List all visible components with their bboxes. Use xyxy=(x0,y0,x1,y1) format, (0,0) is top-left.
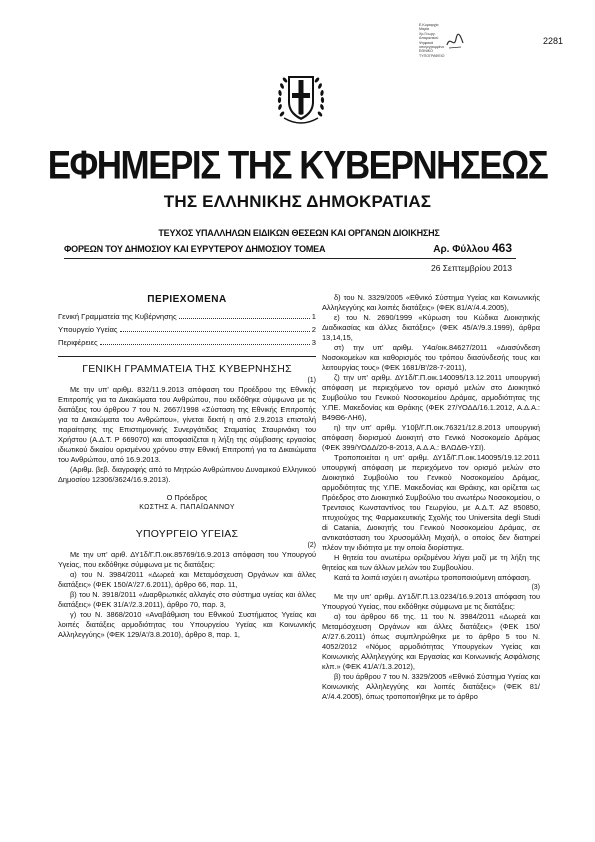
issue-date: 26 Σεπτεμβρίου 2013 xyxy=(430,263,512,273)
toc-row[interactable] xyxy=(58,338,316,351)
signature-name: ΚΩΣΤΗΣ Α. ΠΑΠΑΪΩΑΝΝΟΥ xyxy=(139,504,235,511)
signature-block xyxy=(58,493,316,513)
sheet-number-value: 463 xyxy=(491,241,512,255)
toc-row[interactable] xyxy=(58,325,316,338)
signature-role: Ο Πρόεδρος xyxy=(166,493,208,502)
decision-paragraph: Κατά τα λοιπά ισχύει η ανωτέρω τροποποιούμενη απόφαση. xyxy=(334,573,531,582)
decision-index: (3) xyxy=(531,584,540,591)
decision-paragraph: ε) του Ν. 2690/1999 «Κύρωση του Κώδικα Διοικητικής Διαδικασίας και άλλες διατάξεις» (ΦΕΚ 45/Α'/9.3.1999), άρθρα 13,14,15, xyxy=(322,313,540,342)
toc-title: ΠΕΡΙΕΧΟΜΕΝΑ xyxy=(147,294,227,305)
section-heading-government: ΓΕΝΙΚΗ ΓΡΑΜΜΑΤΕΙΑ ΤΗΣ ΚΥΒΕΡΝΗΣΗΣ xyxy=(82,363,292,375)
toc-page: 1 xyxy=(311,312,316,321)
decision-paragraph: γ) του Ν. 3868/2010 «Αναβάθμιση του Εθνικού Συστήματος Υγείας και λοιπές διατάξεις αρμοδιότητας του Υπουργείου Υγείας και Κοινωνικής Αλληλεγγύης» (ΦΕΚ 129/Α'/3.8.2010), άρθρο 8, παρ. 1, xyxy=(58,610,316,639)
decision-paragraph: α) του Ν. 3984/2011 «Δωρεά και Μεταμόσχευση Οργάνων και άλλες διατάξεις» (ΦΕΚ 150/Α'/27.6.2011), άρθρο 66, παρ. 11, xyxy=(58,570,316,589)
toc-row[interactable] xyxy=(58,312,316,325)
toc-leader xyxy=(120,331,310,332)
page-number: 2281 xyxy=(543,36,564,46)
issue-series-line-1: ΤΕΥΧΟΣ ΥΠΑΛΛΗΛΩΝ ΕΙΔΙΚΩΝ ΘΕΣΕΩΝ ΚΑΙ ΟΡΓΑΝΩΝ ΔΙΟΙΚΗΣΗΣ xyxy=(158,228,440,238)
toc-label: Υπουργείο Υγείας xyxy=(58,325,118,334)
section-heading-health: ΥΠΟΥΡΓΕΙΟ ΥΓΕΙΑΣ xyxy=(135,528,239,540)
sheet-number xyxy=(433,241,512,255)
toc-page: 2 xyxy=(311,325,316,334)
decision-paragraph: στ) την υπ' αριθμ. Υ4α/οικ.84627/2011 «Διασύνδεση Νοσοκομείων και καθορισμός του τρόπου διασύνδεσής τους και λειτουργίας τους» (ΦΕΚ 1681/Β'/28-7-2011), xyxy=(322,343,540,372)
decision-paragraph: (Αριθμ. βεβ. διαγραφής από το Μητρώο Ανθρώπινου Δυναμικού Ελληνικού Δημοσίου 12306/3624/16.9.2013). xyxy=(58,465,316,484)
decision-paragraph: η) την υπ' αριθμ. Υ10β/Γ.Π.οικ.76321/12.8.2013 υπουργική απόφαση διορισμού Διοικητή στο Γενικό Νοσοκομείο Δράμας (ΦΕΚ 399/ΥΟΔΔ/20-8-2013, Α.Δ.Α.: ΒΛΩΔΘ-ΥΣΙ). xyxy=(322,423,540,452)
signature-scribble-icon xyxy=(446,33,464,51)
toc-leader xyxy=(179,318,310,319)
greek-coat-of-arms-icon xyxy=(276,62,326,128)
decision-paragraph: α) του άρθρου 66 της. 11 του Ν. 3984/2011 «Δωρεά και Μεταμόσχευση Οργάνων και άλλες διατάξεις» (ΦΕΚ 150/Α'/27.6.2011) όπως συμπληρώθηκε με το άρθρο 5 του Ν. 4052/2012 «Νόμος αρμοδιότητας Υπουργείων Υγείας και Κοινωνικής Αλληλεγγύης και Εργασίας και Κοινωνικής Ασφάλισης κλπ.» (ΦΕΚ 41/Α'/1.3.2012), xyxy=(322,612,540,671)
gazette-title: ΕΦΗΜΕΡΙΣ ΤΗΣ ΚΥΒΕΡΝΗΣΕΩΣ xyxy=(47,143,548,188)
decision-index: (2) xyxy=(307,542,316,549)
header-divider xyxy=(64,258,516,259)
toc-label: Περιφέρειες xyxy=(58,338,98,347)
decision-paragraph: ζ) την υπ' αριθμ. ΔΥ1δ/Γ.Π.οικ.140095/13.12.2011 υπουργική απόφαση με περιεχόμενο τον ορισμό μελών στο Διοικητικό Συμβούλιο του Γενικού Νοσοκομείου Δράμας, αρμοδιότητας της Υ.ΠΕ. Μακεδονίας και Θράκης (ΦΕΚ 27/ΥΟΔΔ/16.1.2012, Α.Δ.Α.: Β49Θ6-ΛΗ6), xyxy=(322,373,540,422)
stamp-text: Ε.Κυριαρχία Μαρία Χρ.Γεωργ. Απαμανικού Ψηφιακά υπογεγραμμένο ΕΘΝΙΚΟ ΤΥΠΟΓΡΑΦΕΙΟ xyxy=(419,23,445,58)
decision-index: (1) xyxy=(307,377,316,384)
decision-paragraph: β) του άρθρου 7 του Ν. 3329/2005 «Εθνικό Σύστημα Υγείας και Κοινωνικής Αλληλεγγύης και λοιπές διατάξεις» (ΦΕΚ 81/Α'/4.4.2005), όπως τροποποιήθηκε με το άρθρο xyxy=(322,672,540,701)
decision-paragraph: Με την υπ' αριθμ. 832/11.9.2013 απόφαση του Προέδρου της Εθνικής Επιτροπής για τα Δικαιώματα του Ανθρώπου, που εκδόθηκε σύμφωνα με τις διατάξεις του άρθρου 7 του Ν. 2667/1998 «Σύσταση της Εθνικής Επιτροπής για τα Δικαιώματα του Ανθρώπου», γίνεται δεκτή η από 2.9.2013 επιστολή παραίτησης της Επιστημονικής Συνεργάτιδας Σταματίας Σταυρινάκη του Χρήστου (Α.Δ.Τ. Ρ 669070) και αποφασίζεται η λήξη της σύμβασης εργασίας ιδιωτικού δικαίου ορισμένου χρόνου στην Εθνική Επιτροπή για τα Δικαιώματα του Ανθρώπου, από 16.9.2013. xyxy=(58,385,316,464)
issue-series-line-2: ΦΟΡΕΩΝ ΤΟΥ ΔΗΜΟΣΙΟΥ ΚΑΙ ΕΥΡΥΤΕΡΟΥ ΔΗΜΟΣΙΟΥ ΤΟΜΕΑ xyxy=(64,244,326,254)
decision-paragraph: Η θητεία του ανωτέρω οριζομένου λήγει μαζί με τη λήξη της θητείας και των άλλων μελών του Συμβουλίου. xyxy=(322,553,540,572)
gazette-subtitle: ΤΗΣ ΕΛΛΗΝΙΚΗΣ ΔΗΜΟΚΡΑΤΙΑΣ xyxy=(163,192,432,211)
toc-leader xyxy=(100,344,310,345)
decision-paragraph: δ) του Ν. 3329/2005 «Εθνικό Σύστημα Υγείας και Κοινωνικής Αλληλεγγύης και λοιπές διατάξεις» (ΦΕΚ 81/Α'/4.4.2005), xyxy=(322,293,540,312)
section-divider xyxy=(58,356,316,357)
sheet-number-label: Αρ. Φύλλου xyxy=(433,244,490,255)
decision-paragraph: Τροποποιείται η υπ' αριθμ. ΔΥ1δ/Γ.Π.οικ.140095/19.12.2011 υπουργική απόφαση με περιεχόμενο τον ορισμό μελών στο Διοικητικό Συμβούλιο του Γενικού Νοσοκομείου Δράμας, αρμοδιότητας της Υ.ΠΕ. Μακεδονίας και Θράκης, και ορίζεται ως Πρόεδρος στο Διοικητικό Συμβούλιο του ανωτέρω Νοσοκομείου, ο Τρεντσιος Κωνσταντίνος του Γεωργίου, με Α.Δ.Τ. ΑΖ 850850, πτυχιούχος της Φαρμακευτικής Σχολής του Universita degli Studi di Catania, Διοικητής του Γενικού Νοσοκομείου Δράμας, σε αντικατάσταση του Χρυσομάλλη Μιχαήλ, ο οποίος δεν διατηρεί πλέον την ιδιότητα με την οποία διορίστηκε. xyxy=(322,453,540,552)
digital-signature-stamp xyxy=(419,23,471,59)
toc-page: 3 xyxy=(311,338,316,347)
right-column xyxy=(322,293,540,702)
decision-paragraph: Με την υπ' αριθ. ΔΥ1δ/Γ.Π.οικ.85769/16.9.2013 απόφαση του Υπουργού Υγείας, που εκδόθηκε σύμφωνα με τις διατάξεις: xyxy=(58,550,316,569)
decision-paragraph: β) του Ν. 3918/2011 «Διαρθρωτικές αλλαγές στο σύστημα υγείας και άλλες διατάξεις» (ΦΕΚ 31/Α'/2.3.2011), άρθρο 70, παρ. 3, xyxy=(58,590,316,609)
toc-label: Γενική Γραμματεία της Κυβέρνησης xyxy=(58,312,177,321)
left-column xyxy=(58,295,316,640)
decision-paragraph: Με την υπ' αριθμ. ΔΥ1δ/Γ.Π.13.0234/16.9.2013 απόφαση του Υπουργού Υγείας, που εκδόθηκε σύμφωνα με τις διατάξεις: xyxy=(322,592,540,611)
